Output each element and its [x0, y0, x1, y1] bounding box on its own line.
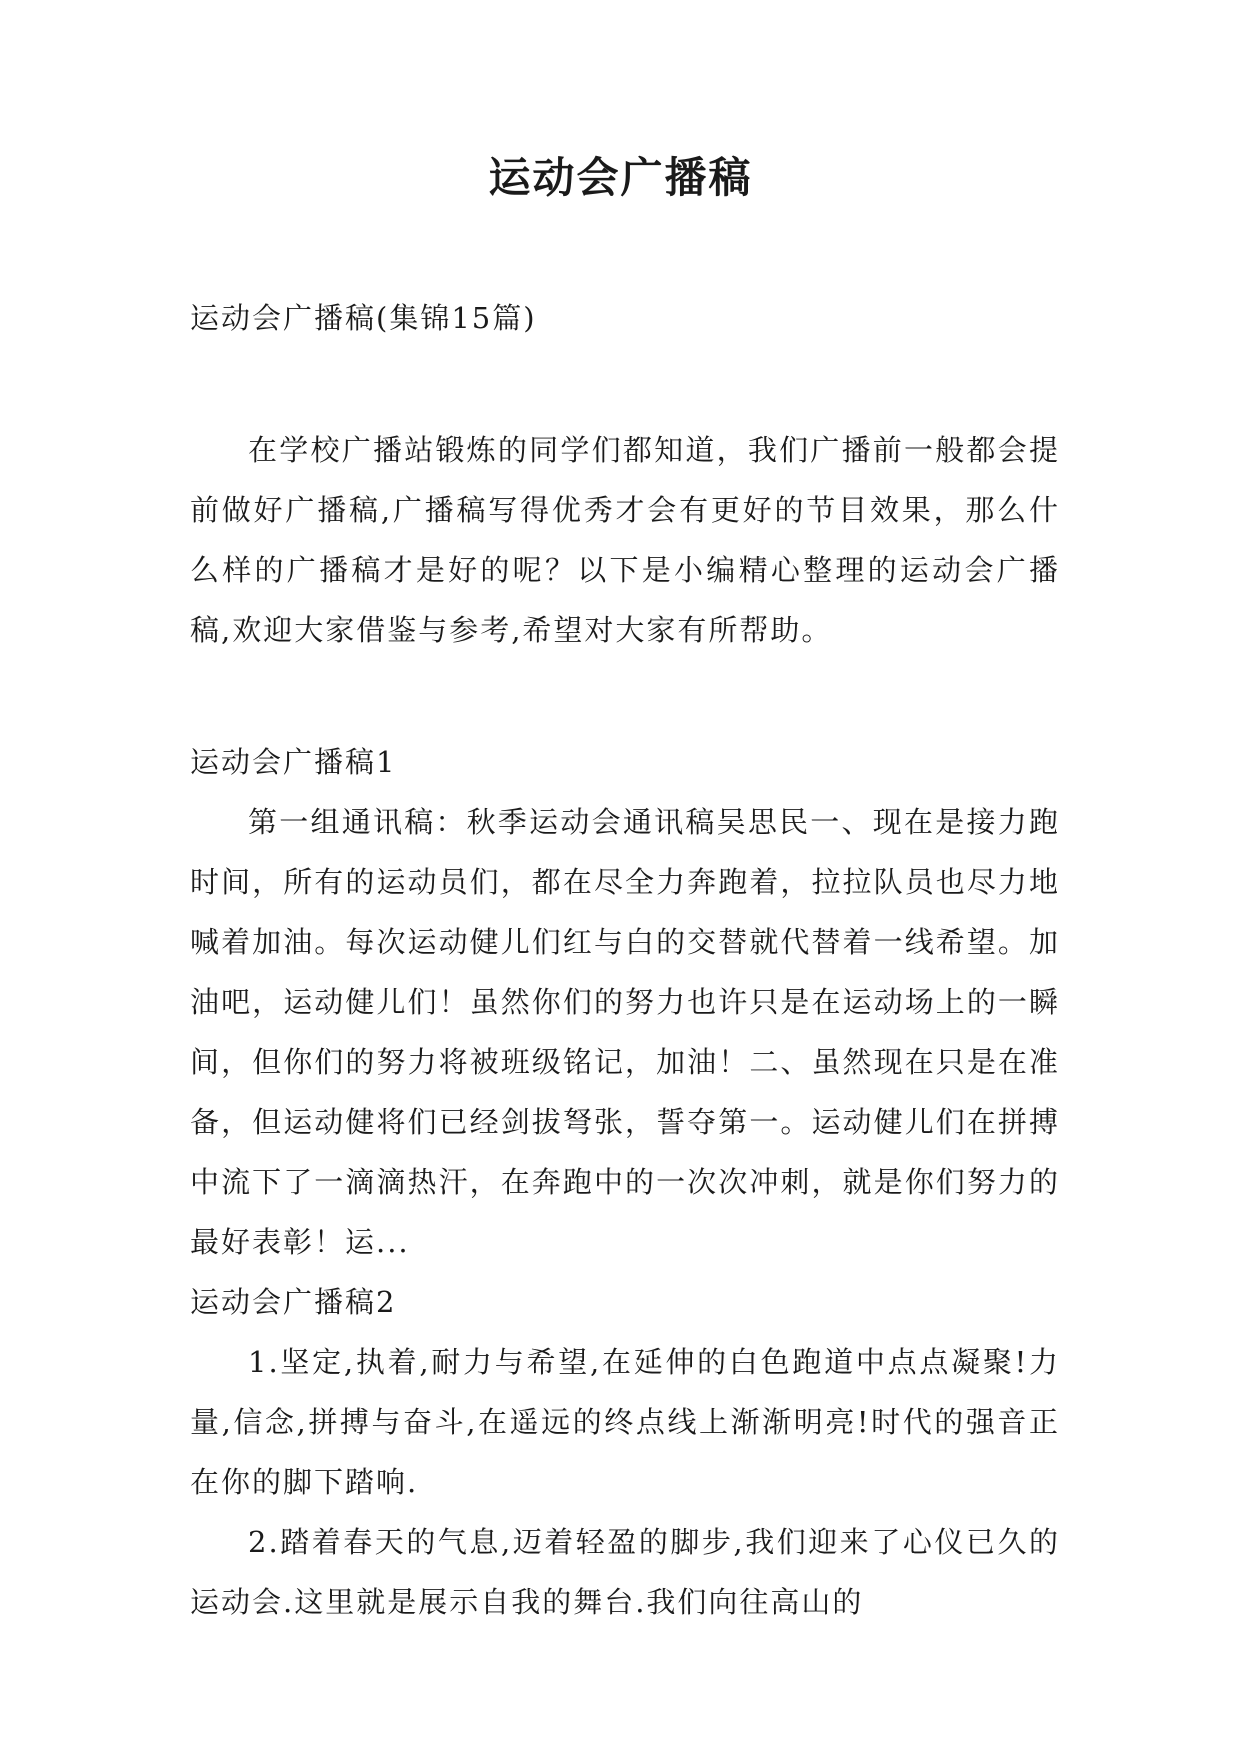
section-2-paragraph-2: 2.踏着春天的气息,迈着轻盈的脚步,我们迎来了心仪已久的运动会.这里就是展示自我的舞台.我们向往高山的: [190, 1525, 1060, 1619]
document-title: 运动会广播稿: [488, 153, 753, 202]
section-heading-1: 运动会广播稿1: [190, 745, 397, 779]
intro-paragraph: 在学校广播站锻炼的同学们都知道，我们广播前一般都会提前做好广播稿,广播稿写得优秀才会有更好的节目效果，那么什么样的广播稿才是好的呢？以下是小编精心整理的运动会广播稿,欢迎大家借鉴与参考,希望对大家有所帮助。: [190, 433, 1060, 647]
section-1-paragraph: 第一组通讯稿：秋季运动会通讯稿吴思民一、现在是接力跑时间，所有的运动员们，都在尽全力奔跑着，拉拉队员也尽力地喊着加油。每次运动健儿们红与白的交替就代替着一线希望。加油吧，运动健儿们！虽然你们的努力也许只是在运动场上的一瞬间，但你们的努力将被班级铭记，加油！二、虽然现在只是在准备，但运动健将们已经剑拔弩张，誓夺第一。运动健儿们在拼搏中流下了一滴滴热汗，在奔跑中的一次次冲刺，就是你们努力的最好表彰！运...: [190, 805, 1060, 1259]
section-2-paragraph-1: 1.坚定,执着,耐力与希望,在延伸的白色跑道中点点凝聚!力量,信念,拼搏与奋斗,在遥远的终点线上渐渐明亮!时代的强音正在你的脚下踏响.: [190, 1345, 1060, 1499]
document-subtitle: 运动会广播稿(集锦15篇): [190, 301, 537, 335]
document-body: [190, 288, 1060, 1632]
section-heading-2: 运动会广播稿2: [190, 1285, 397, 1319]
